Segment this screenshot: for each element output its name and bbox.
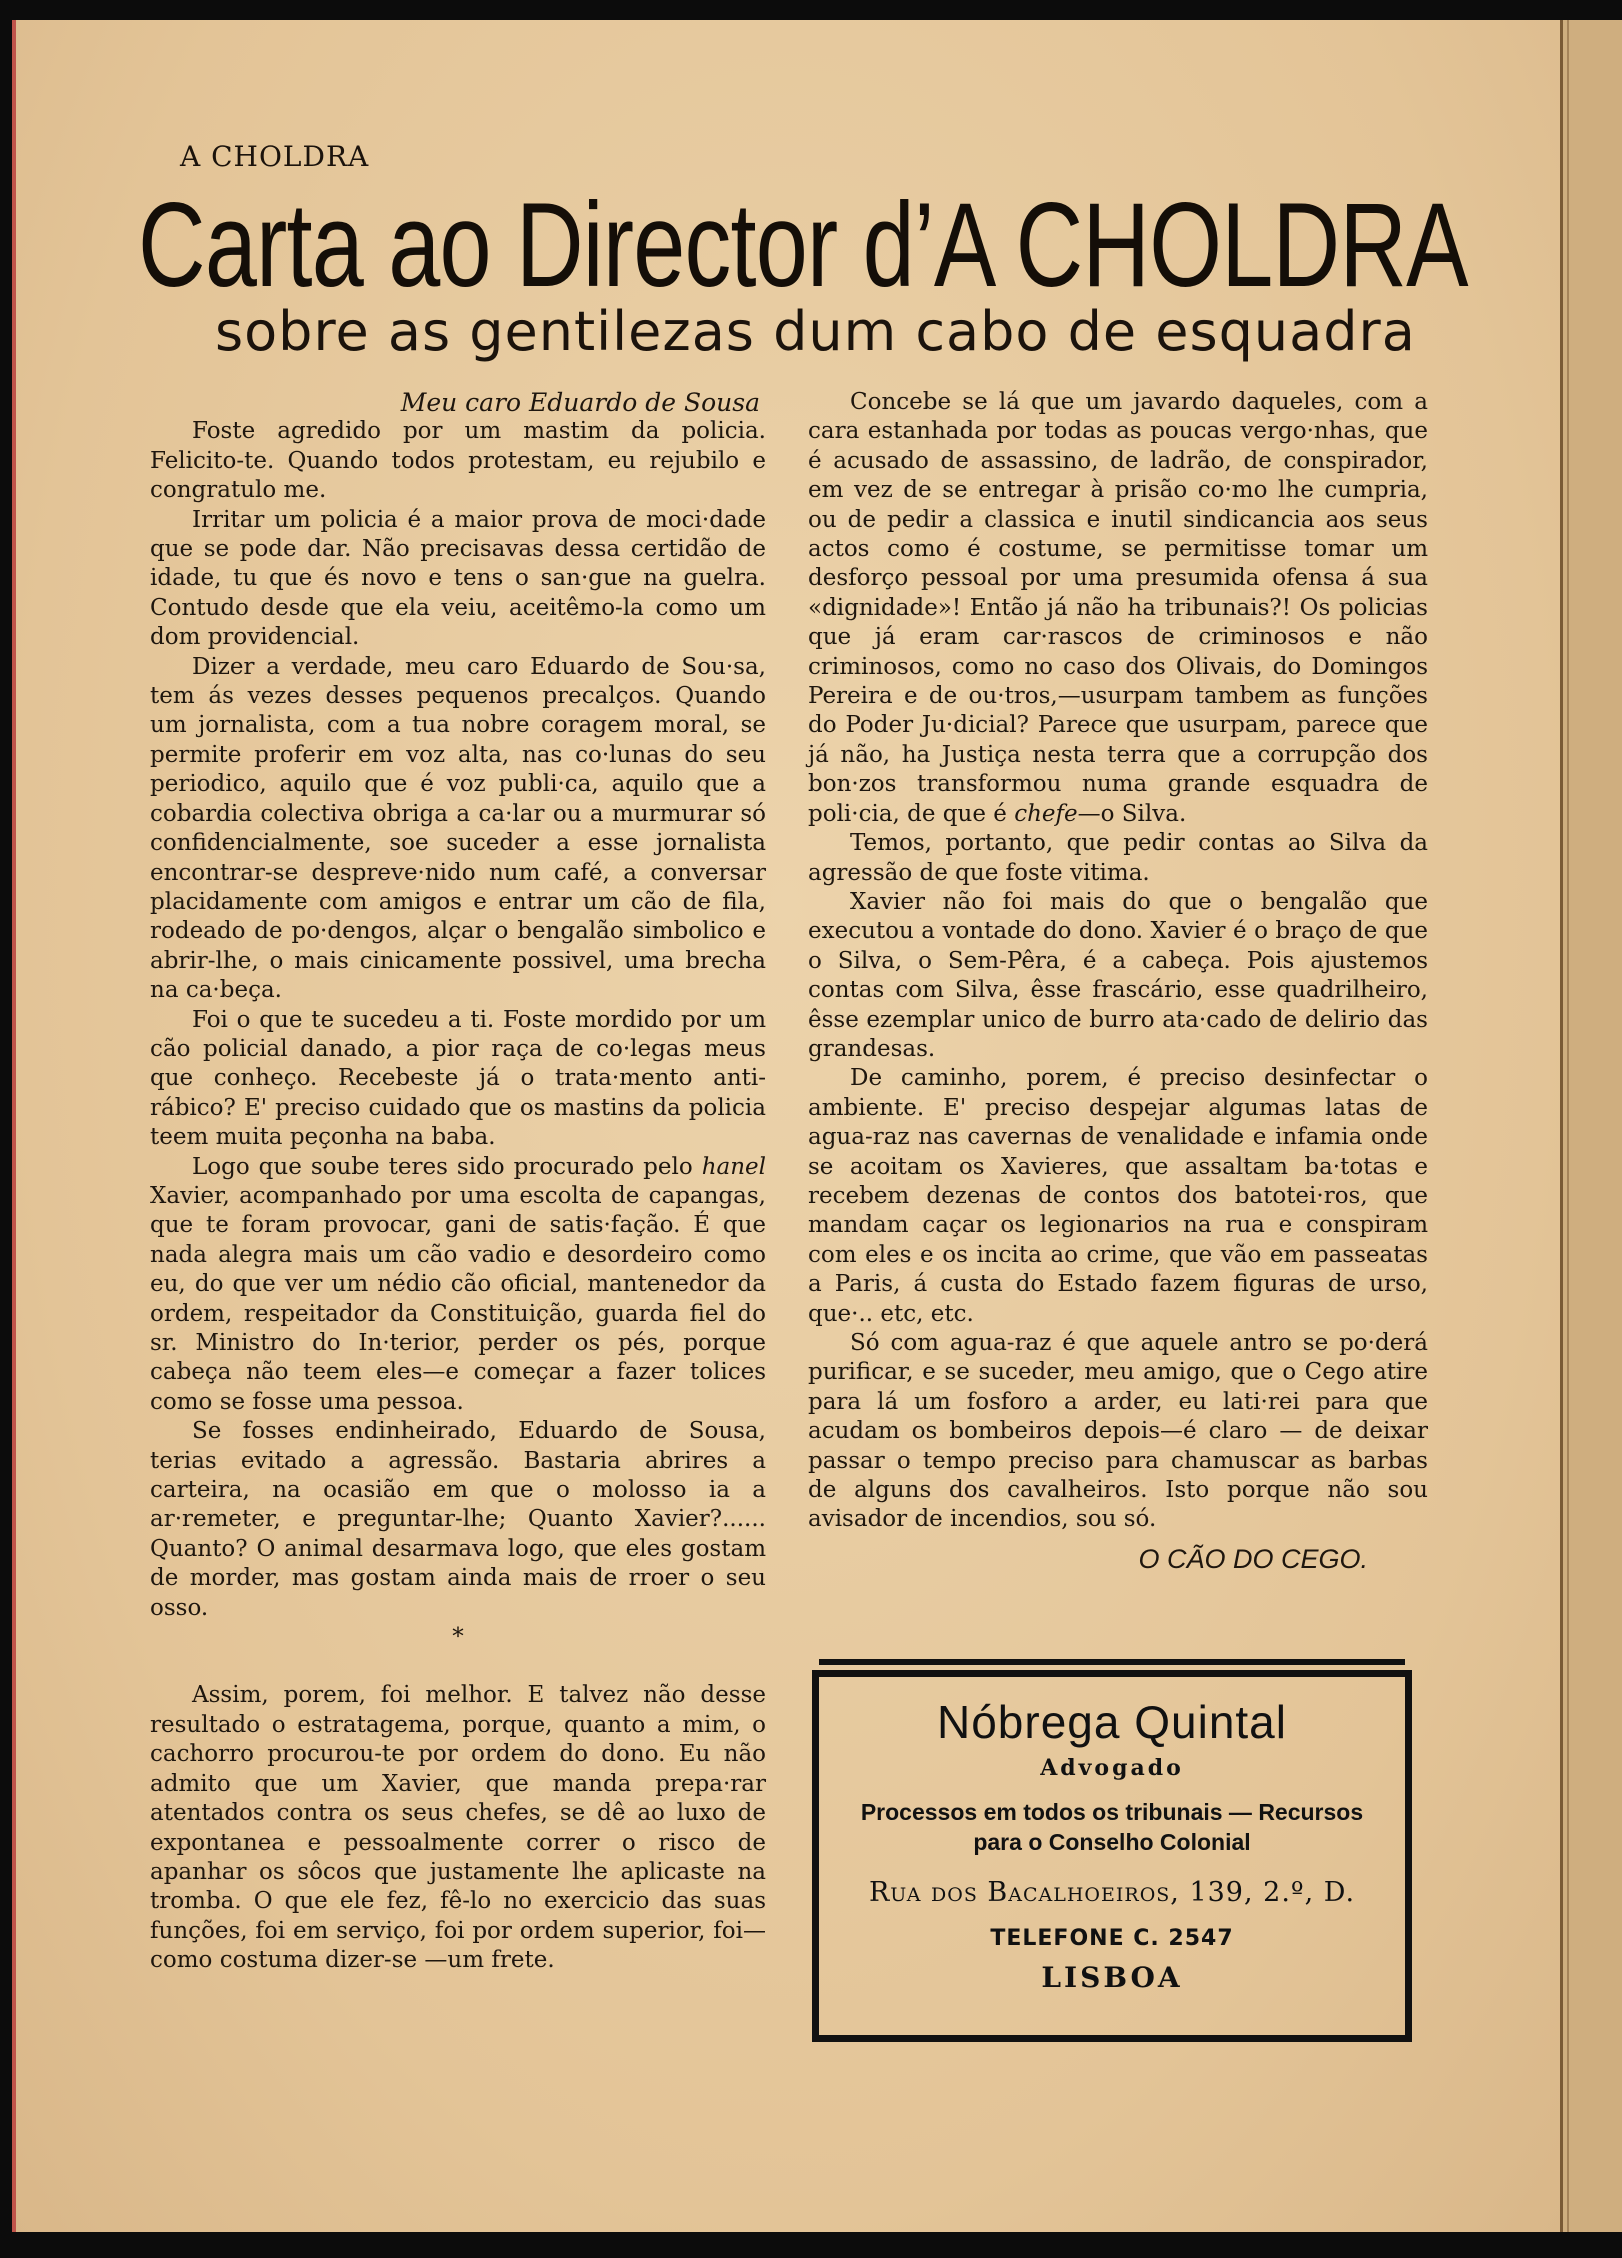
salutation: Meu caro Eduardo de Sousa	[400, 388, 760, 417]
paragraph: Se fosses endinheirado, Eduardo de Sousa, terias evitado a agressão. Bastaria abrires a carteira, na ocasião em que o molosso ia a ar·remeter, e preguntar-lhe; Quanto Xavier?...... Quanto? O animal desarmava logo, que eles gostam de morder, mas gostam ainda mais de rroer o seu osso.	[150, 1418, 766, 1621]
paragraph: Só com agua-raz é que aquele antro se po·derá purificar, e se suceder, meu amigo, que o Cego atire para lá um fosforo a arder, eu lati·rei para que acudam os bombeiros depois—é claro — de deixar passar o tempo preciso para chamuscar as barbas de alguns dos cavalheiros. Isto porque não sou avisador de incendios, sou só.	[808, 1330, 1428, 1533]
publication-name: A CHOLDRA	[180, 140, 370, 173]
paragraph: Temos, portanto, que pedir contas ao Silva da agressão de que foste vitima.	[808, 830, 1428, 886]
text: Xavier, acompanhado por uma escolta de capangas, que te foram provocar, gani de satis·fação. É que nada alegra mais um cão vadio e desordeiro como eu, do que ver um nédio cão oficial, mantenedor da ordem, respeitador da Constituição, guarda fiel do sr. Ministro do In·terior, perder os pés, porque cabeça não teem eles—e começar a fazer tolices como se fosse uma pessoa.	[150, 1182, 766, 1415]
article-subheadline: sobre as gentilezas dum cabo de esquadra	[215, 300, 1416, 363]
emphasis-text: chefe	[1014, 800, 1078, 827]
paragraph: De caminho, porem, é preciso desinfectar o ambiente. E' preciso despejar algumas latas de agua-raz nas cavernas de venalidade e infamia onde se acoitam os Xavieres, que assaltam ba·totas e recebem dezenas de contos dos batotei·ros, que mandam caçar os legionarios na rua e conspiram com eles e os incita ao crime, que vão em passeatas a Paris, á custa do Estado fazem figuras de urso, que·.. etc, etc.	[808, 1065, 1428, 1327]
ad-city: LISBOA	[1041, 1961, 1183, 1994]
page-edge	[12, 20, 16, 2232]
lawyer-advertisement	[812, 1670, 1412, 2042]
ad-title: Advogado	[1040, 1755, 1184, 1781]
text: —o Silva.	[1077, 800, 1187, 827]
paragraph: Xavier não foi mais do que o bengalão que executou a vontade do dono. Xavier é o braço de que o Silva, o Sem-Pêra, é a cabeça. Pois ajustemos contas com Silva, êsse frascário, esse quadrilheiro, êsse ezemplar unico de burro ata·cado de delirio das grandesas.	[808, 888, 1428, 1062]
article-column-right	[808, 388, 1428, 1574]
ad-description	[819, 1797, 1405, 1857]
ad-phone: TELEFONE C. 2547	[990, 1926, 1234, 1951]
paragraph: Dizer a verdade, meu caro Eduardo de Sou·sa, tem ás vezes desses pequenos precalços. Quando um jornalista, com a tua nobre coragem moral, se permite proferir em voz alta, nas co·lunas do seu periodico, aquilo que é voz publi·ca, aquilo que a cobardia colectiva obriga a ca·lar ou a murmurar só confidencialmente, soe suceder a esse jornalista encontrar-se despreve·nido num café, a conversar placidamente com amigos e entrar um cão de fila, rodeado de po·dengos, alçar o bengalão simbolico e abrir-lhe, o mais cinicamente possivel, uma brecha na ca·beça.	[150, 653, 766, 1004]
text: Logo que soube teres sido procurado pelo	[192, 1153, 693, 1180]
paragraph: Irritar um policia é a maior prova de moci·dade que se pode dar. Não precisavas dessa certidão de idade, tu que és novo e tens o san·gue na guelra. Contudo desde que ela veiu, aceitêmo-la como um dom providencial.	[150, 506, 766, 651]
ad-description-line: para o Conselho Colonial	[973, 1829, 1251, 1855]
spacer	[150, 1652, 766, 1681]
section-separator: *	[452, 1624, 464, 1651]
article-column-left	[150, 388, 766, 1976]
paragraph: Foi o que te sucedeu a ti. Foste mordido por um cão policial danado, a pior raça de co·legas meus que conheço. Recebeste já o trata·mento anti-rábico? E' preciso cuidado que os mastins da policia teem muita peçonha na baba.	[150, 1006, 766, 1151]
page-spine	[1560, 20, 1622, 2232]
article-signature: O CÃO DO CEGO.	[1138, 1543, 1368, 1574]
emphasis-text: hanel	[701, 1153, 766, 1180]
text: Concebe se lá que um javardo daqueles, com a cara estanhada por todas as poucas vergo·nhas, que é acusado de assassino, de ladrão, de conspirador, em vez de se entregar à prisão co·mo lhe cumpria, ou de pedir a classica e inutil sindicancia aos seus actos como é costume, se permitisse tomar um desforço pessoal por uma presumida ofensa á sua «dignidade»! Então já não ha tribunais?! Os policias que já eram car·rascos de criminosos e não criminosos, como no caso dos Olivais, do Domingos Pereira e de ou·tros,—usurpam tambem as funções do Poder Ju·dicial? Parece que usurpam, parece que já não, ha Justiça nesta terra que a corrupção dos bon·zos transformou numa grande esquadra de poli·cia, de que é	[808, 389, 1428, 827]
ad-name: Nóbrega Quintal	[937, 1696, 1287, 1748]
ad-description-line: Processos em todos os tribunais — Recursos	[860, 1799, 1364, 1825]
article-headline: Carta ao Director d’A CHOLDRA	[138, 178, 1468, 312]
ad-address: Rua dos Bacalhoeiros, 139, 2.º, D.	[868, 1877, 1356, 1908]
paragraph: Assim, porem, foi melhor. E talvez não desse resultado o estratagema, porque, quanto a mim, o cachorro procurou-te por ordem do dono. Eu não admito que um Xavier, que manda prepa·rar atentados contra os seus chefes, se dê ao luxo de expontanea e pessoalmente correr o risco de apanhar os sôcos que justamente lhe aplicaste na tromba. O que ele fez, fê-lo no exercicio das suas funções, foi em serviço, foi por ordem superior, foi—como costuma dizer-se —um frete.	[150, 1682, 766, 1974]
paragraph	[808, 388, 1428, 829]
paragraph: Foste agredido por um mastim da policia. Felicito-te. Quando todos protestam, eu rejubilo e congratulo me.	[150, 418, 766, 504]
paragraph	[150, 1153, 766, 1418]
